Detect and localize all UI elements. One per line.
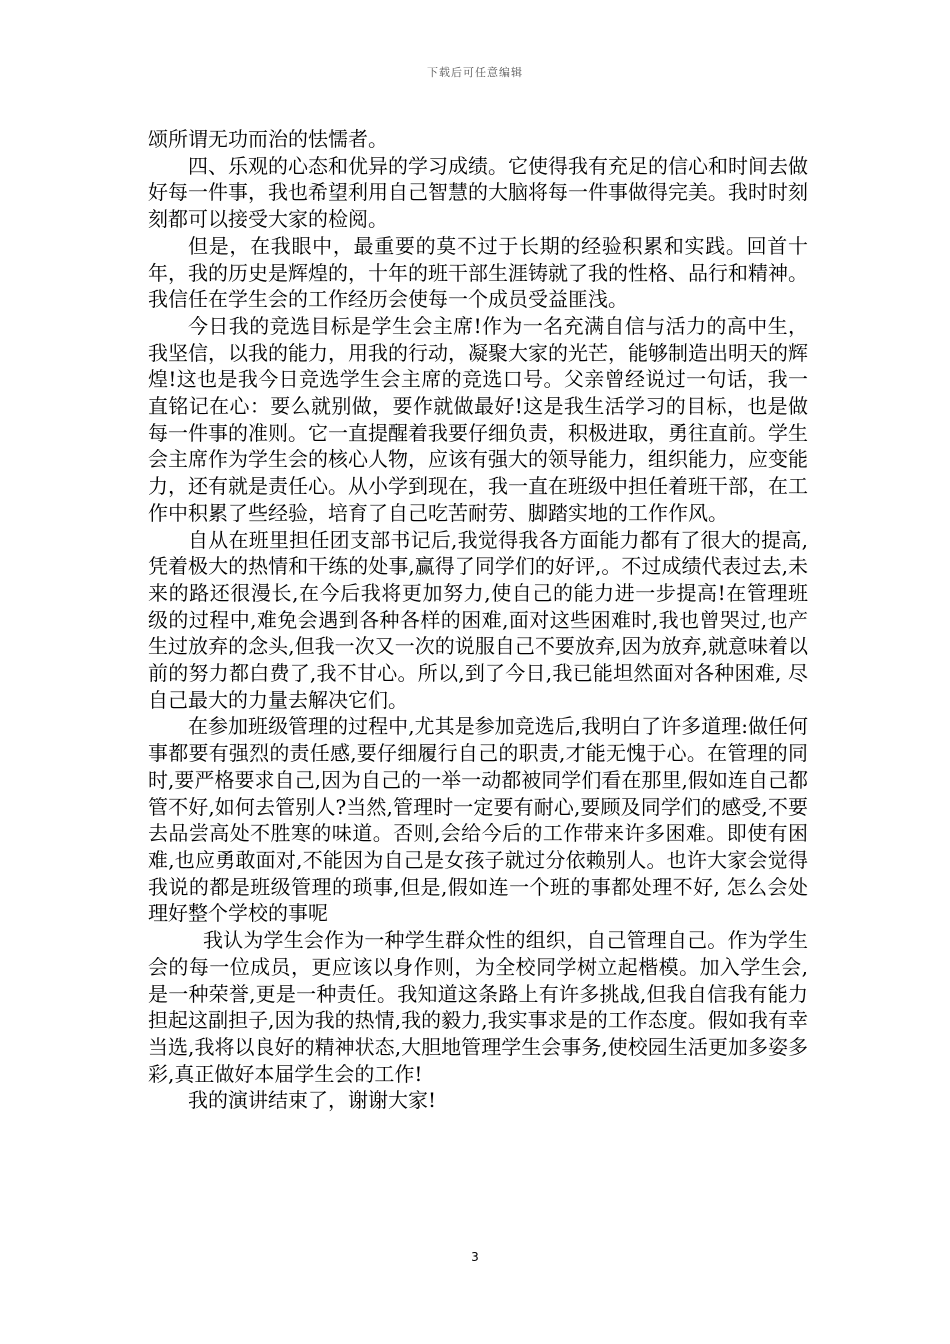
page-header: 下载后可任意编辑: [427, 66, 523, 79]
paragraph-closing: 我的演讲结束了，谢谢大家!: [188, 1088, 437, 1113]
paragraph-continuation: 颂所谓无功而治的怯懦者。: [148, 127, 388, 151]
paragraph-experience: 但是，在我眼中，最重要的莫不过于长期的经验积累和实践。回首十年，我的历史是辉煌的，十年的班干部生涯铸就了我的性格、品行和精神。我信任在学生会的工作经历会使每一个成员受益匪浅。: [148, 233, 808, 312]
paragraph-class-management: 在参加班级管理的过程中,尤其是参加竞选后,我明白了许多道理:做任何事都要有强烈的责任感,要仔细履行自己的职责,才能无愧于心。在管理的同时,要严格要求自己,因为自己的一举一动都被同学们看在那里,假如连自己都管不好,如何去管别人?当然,管理时一定要有耐心,要顾及同学们的感受,不要去品尝高处不胜寒的味道。否则,会给今后的工作带来许多困难。即使有困难,也应勇敢面对,不能因为自己是女孩子就过分依赖别人。也许大家会觉得我说的都是班级管理的琐事,但是,假如连一个班的事都处理不好, 怎么会处理好整个学校的事呢: [148, 714, 808, 926]
page-number: 3: [471, 1250, 479, 1264]
paragraph-optimism: 四、乐观的心态和优异的学习成绩。它使得我有充足的信心和时间去做好每一件事，我也希望利用自己智慧的大脑将每一件事做得完美。我时时刻刻都可以接受大家的检阅。: [148, 153, 808, 232]
paragraph-student-union: 我认为学生会作为一种学生群众性的组织，自己管理自己。作为学生会的每一位成员，更应该以身作则，为全校同学树立起楷模。加入学生会,是一种荣誉,更是一种责任。我知道这条路上有许多挑战,但我自信我有能力担起这副担子,因为我的热情,我的毅力,我实事求是的工作态度。假如我有幸当选,我将以良好的精神状态,大胆地管理学生会事务,使校园生活更加多姿多彩,真正做好本届学生会的工作!: [148, 928, 808, 1086]
paragraph-campaign-goal: 今日我的竞选目标是学生会主席!作为一名充满自信与活力的高中生，我坚信，以我的能力，用我的行动，凝聚大家的光芒，能够制造出明天的辉煌!这也是我今日竞选学生会主席的竞选口号。父亲曾经说过一句话，我一直铭记在心：要么就别做，要作就做最好!这是我生活学习的目标，也是做每一件事的准则。它一直提醒着我要仔细负责，积极进取，勇往直前。学生会主席作为学生会的核心人物，应该有强大的领导能力，组织能力，应变能力，还有就是责任心。从小学到现在，我一直在班级中担任着班干部，在工作中积累了些经验，培育了自己吃苦耐劳、脚踏实地的工作作风。: [148, 313, 808, 525]
document-body: [148, 126, 808, 1114]
paragraph-league-secretary: 自从在班里担任团支部书记后,我觉得我各方面能力都有了很大的提高,凭着极大的热情和干练的处事,赢得了同学们的好评,。不过成绩代表过去,未来的路还很漫长,在今后我将更加努力,使自己的能力进一步提高!在管理班级的过程中,难免会遇到各种各样的困难,面对这些困难时,我也曾哭过,也产生过放弃的念头,但我一次又一次的说服自己不要放弃,因为放弃,就意味着以前的努力都白费了,我不甘心。所以,到了今日,我已能坦然面对各种困难, 尽自己最大的力量去解决它们。: [148, 527, 808, 712]
